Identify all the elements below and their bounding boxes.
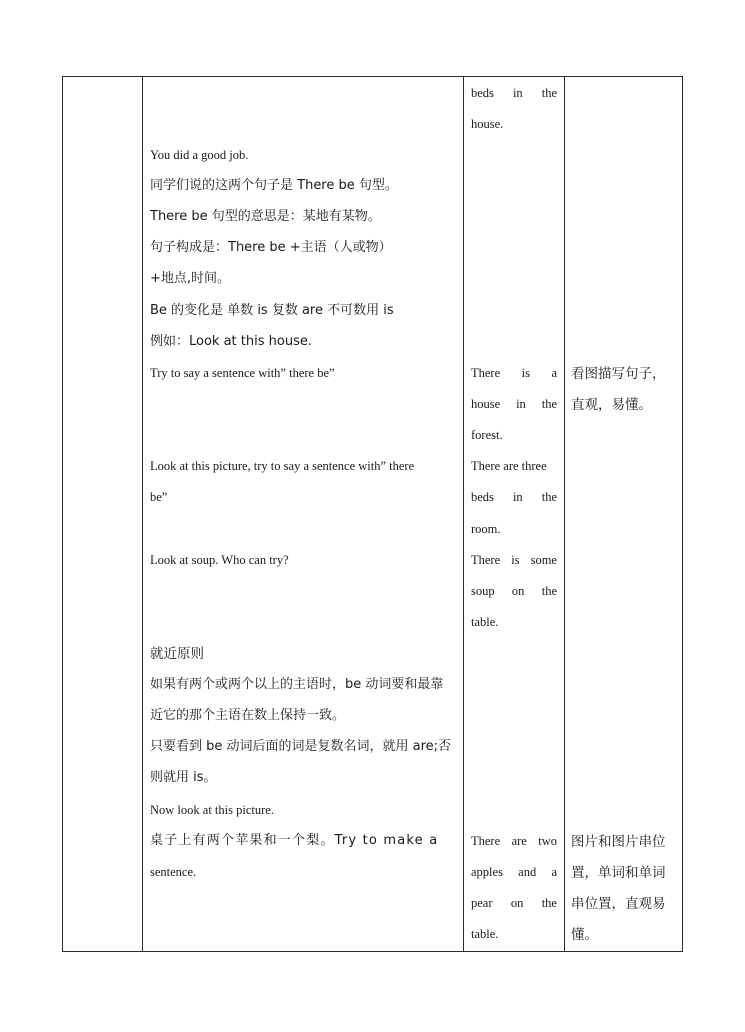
text-line bbox=[471, 583, 557, 599]
text-line: be” bbox=[150, 490, 168, 504]
design-intent-cell bbox=[565, 77, 683, 952]
text-line bbox=[471, 489, 557, 505]
word: house bbox=[471, 397, 501, 411]
text-line: 置，单词和单词 bbox=[571, 865, 666, 881]
text-line: +地点,时间。 bbox=[150, 271, 231, 286]
word: There bbox=[471, 834, 501, 848]
text-line: There be 句型的意思是：某地有某物。 bbox=[150, 209, 381, 224]
text-line bbox=[471, 396, 557, 412]
text-line bbox=[471, 864, 557, 880]
text-line: 近它的那个主语在数上保持一致。 bbox=[150, 708, 346, 723]
word: is bbox=[521, 366, 530, 380]
text-line: 桌子上有两个苹果和一个梨。Try to make a bbox=[150, 833, 439, 848]
text-line: Now look at this picture. bbox=[150, 803, 274, 817]
text-line: You did a good job. bbox=[150, 148, 249, 162]
word: the bbox=[541, 397, 557, 411]
word: two bbox=[538, 834, 557, 848]
word: on bbox=[511, 584, 525, 598]
text-line: 看图描写句子， bbox=[571, 366, 666, 382]
word: the bbox=[541, 490, 557, 504]
text-line bbox=[471, 365, 557, 381]
word: is bbox=[511, 553, 520, 567]
word: apples bbox=[471, 865, 503, 879]
text-line: Look at soup. Who can try? bbox=[150, 553, 289, 567]
text-line: table. bbox=[471, 927, 499, 941]
word: a bbox=[551, 366, 557, 380]
text-line: 直观，易懂。 bbox=[571, 397, 652, 413]
text-line: 懂。 bbox=[571, 927, 598, 943]
word: in bbox=[512, 86, 523, 100]
word: the bbox=[541, 86, 557, 100]
stage-column-cell bbox=[63, 77, 143, 952]
text-line: Be 的变化是 单数 is 复数 are 不可数用 is bbox=[150, 303, 394, 318]
text-line: 只要看到 be 动词后面的词是复数名词，就用 are;否 bbox=[150, 739, 452, 754]
table-row bbox=[63, 77, 683, 952]
teacher-activity-cell bbox=[143, 77, 464, 952]
text-line: 例如：Look at this house. bbox=[150, 334, 312, 349]
text-line bbox=[471, 895, 557, 911]
word: are bbox=[511, 834, 527, 848]
text-line: 则就用 is。 bbox=[150, 770, 217, 785]
text-line: 图片和图片串位 bbox=[571, 834, 666, 850]
text-line: Look at this picture, try to say a sentence with” there bbox=[150, 459, 415, 473]
text-line: Try to say a sentence with” there be” bbox=[150, 366, 335, 380]
text-line: 句子构成是：There be +主语（人或物） bbox=[150, 240, 392, 255]
word: in bbox=[512, 490, 523, 504]
text-line: There are three bbox=[471, 459, 547, 473]
text-line: 就近原则 bbox=[150, 646, 204, 662]
word: the bbox=[541, 896, 557, 910]
word: in bbox=[516, 397, 526, 411]
word: There bbox=[471, 553, 501, 567]
word: soup bbox=[471, 584, 495, 598]
text-line bbox=[471, 552, 557, 568]
text-line: house. bbox=[471, 117, 504, 131]
text-line: table. bbox=[471, 615, 499, 629]
text-line: room. bbox=[471, 522, 501, 536]
word: and bbox=[518, 865, 537, 879]
text-line: 同学们说的这两个句子是 There be 句型。 bbox=[150, 178, 398, 193]
text-line: 串位置，直观易 bbox=[571, 896, 666, 912]
word: beds bbox=[471, 86, 494, 100]
word: some bbox=[530, 553, 557, 567]
student-activity-cell bbox=[464, 77, 565, 952]
text-line: forest. bbox=[471, 428, 503, 442]
text-line: sentence. bbox=[150, 865, 197, 879]
word: a bbox=[551, 865, 557, 879]
word: beds bbox=[471, 490, 494, 504]
lesson-plan-table bbox=[62, 76, 683, 952]
word: There bbox=[471, 366, 501, 380]
word: the bbox=[541, 584, 557, 598]
word: pear bbox=[471, 896, 493, 910]
word: on bbox=[510, 896, 524, 910]
text-line bbox=[471, 833, 557, 849]
text-line: 如果有两个或两个以上的主语时，be 动词要和最靠 bbox=[150, 677, 444, 692]
text-line bbox=[471, 85, 557, 101]
